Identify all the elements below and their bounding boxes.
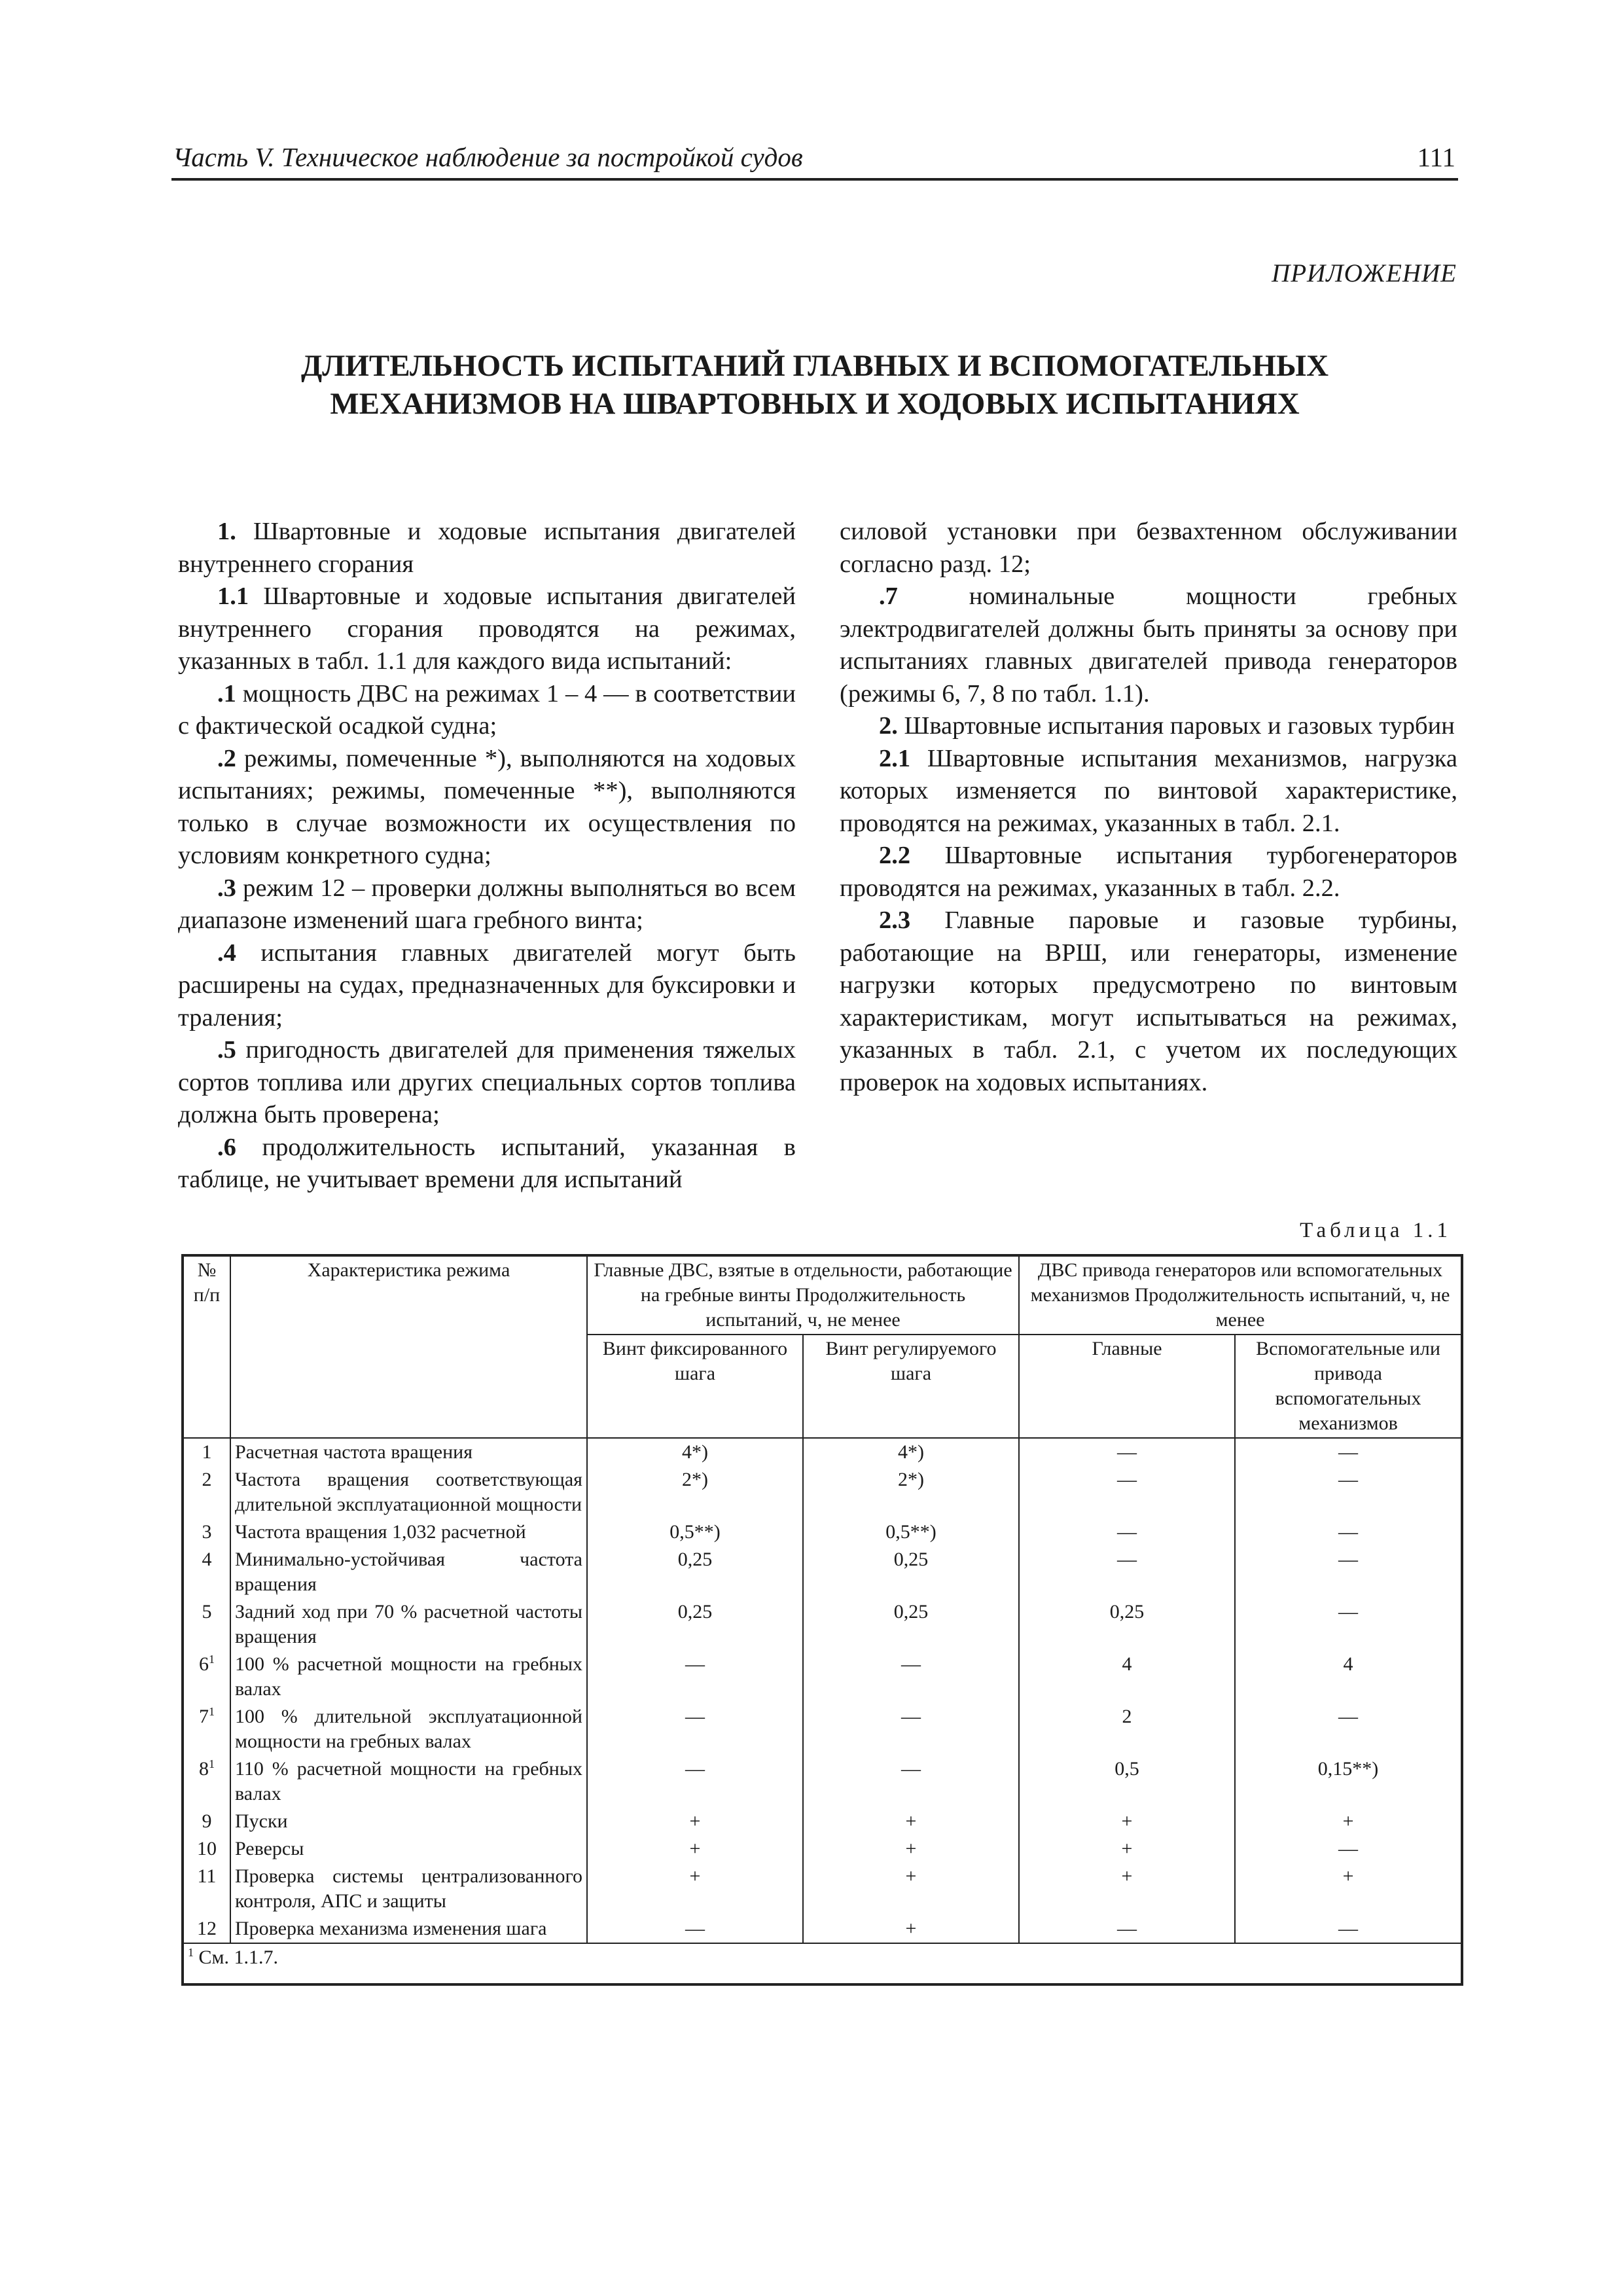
row-value: +: [803, 1915, 1019, 1943]
row-value: 0,25: [587, 1546, 803, 1598]
table-row: [183, 1518, 1462, 1546]
paragraph-text: Швартовные и ходовые испытания двигателей внутреннего сгорания проводятся на режимах, указанных в табл. 1.1 для каждого вида испытаний:: [178, 583, 796, 675]
row-value: —: [1019, 1546, 1235, 1598]
paragraph-number: 1.1: [217, 583, 249, 610]
paragraph: [178, 581, 796, 678]
table-row: [183, 1915, 1462, 1943]
row-characteristic: Пуски: [230, 1808, 587, 1835]
row-value: —: [1019, 1518, 1235, 1546]
row-value: 2: [1019, 1703, 1235, 1755]
row-value: 0,5**): [803, 1518, 1019, 1546]
appendix-label: ПРИЛОЖЕНИЕ: [1272, 259, 1457, 287]
row-value: —: [1235, 1598, 1462, 1651]
row-value: 2*): [803, 1466, 1019, 1518]
row-value: 4: [1235, 1651, 1462, 1703]
header-characteristic: Характеристика режима: [230, 1255, 587, 1438]
paragraph-number: .6: [217, 1133, 236, 1161]
row-characteristic: Частота вращения соответствующая длительной эксплуатационной мощности: [230, 1466, 587, 1518]
paragraph-number: 1.: [217, 518, 236, 545]
paragraph-text: Швартовные испытания турбогенераторов проводятся на режимах, указанных в табл. 2.2.: [840, 842, 1457, 902]
paragraph: [840, 840, 1457, 905]
row-value: +: [1235, 1863, 1462, 1915]
table-footnote: $^1$ См. 1.1.7.: [183, 1943, 1462, 1984]
footnote-ref: 1: [209, 1653, 215, 1666]
running-header: [171, 137, 1458, 181]
row-value: —: [803, 1703, 1019, 1755]
paragraph-number: .4: [217, 939, 236, 967]
row-value: —: [1235, 1438, 1462, 1466]
footnote-ref: 1: [209, 1705, 215, 1718]
paragraph: [178, 743, 796, 872]
title-line-1: ДЛИТЕЛЬНОСТЬ ИСПЫТАНИЙ ГЛАВНЫХ И ВСПОМОГАТЕЛЬНЫХ: [300, 349, 1329, 383]
page-number: 111: [1417, 142, 1455, 172]
row-value: —: [803, 1755, 1019, 1808]
table-footnote-row: [183, 1943, 1462, 1984]
paragraph: [840, 581, 1457, 710]
paragraph-number: .3: [217, 874, 236, 902]
paragraph-number: .1: [217, 679, 236, 708]
row-value: —: [1235, 1546, 1462, 1598]
row-value: +: [587, 1808, 803, 1835]
row-characteristic: Расчетная частота вращения: [230, 1438, 587, 1466]
paragraph: [178, 1132, 796, 1196]
row-value: —: [803, 1651, 1019, 1703]
row-value: —: [1235, 1518, 1462, 1546]
paragraph: [178, 678, 796, 743]
header-auxiliary: Вспомогательные или привода вспомогательных механизмов: [1235, 1335, 1462, 1438]
row-number: 11: [183, 1863, 230, 1915]
running-title: Часть V. Техническое наблюдение за постройкой судов: [173, 142, 803, 172]
paragraph-number: .7: [879, 583, 898, 610]
row-value: +: [803, 1835, 1019, 1863]
paragraph-number: .5: [217, 1036, 236, 1064]
paragraph-text: силовой установки при безвахтенном обслуживании согласно разд. 12;: [840, 518, 1457, 578]
paragraph: [840, 516, 1457, 581]
header-group-main-engines: Главные ДВС, взятые в отдельности, работающие на гребные винты Продолжительность испытаний, ч, не менее: [587, 1255, 1019, 1335]
paragraph-text: пригодность двигателей для применения тяжелых сортов топлива или других специальных сортов топлива должна быть проверена;: [178, 1036, 796, 1128]
row-value: 0,5**): [587, 1518, 803, 1546]
paragraph-text: Главные паровые и газовые турбины, работающие на ВРШ, или генераторы, изменение нагрузки которых предусмотрено по винтовым характеристикам, могут испытываться на режимах, указанных в табл. 2.1, с учетом их последующих проверок на ходовых испытаниях.: [840, 906, 1457, 1096]
row-number: $6^1$: [183, 1651, 230, 1703]
test-duration-table: [181, 1254, 1463, 1986]
row-characteristic: 100 % расчетной мощности на гребных валах: [230, 1651, 587, 1703]
row-value: +: [1019, 1808, 1235, 1835]
row-characteristic: 100 % длительной эксплуатационной мощности на гребных валах: [230, 1703, 587, 1755]
row-number: 10: [183, 1835, 230, 1863]
row-number: 9: [183, 1808, 230, 1835]
row-number: $8^1$: [183, 1755, 230, 1808]
row-value: 0,25: [587, 1598, 803, 1651]
paragraph-text: Швартовные и ходовые испытания двигателей внутреннего сгорания: [178, 518, 796, 578]
row-value: 4*): [803, 1438, 1019, 1466]
paragraph: [840, 743, 1457, 840]
row-value: —: [587, 1915, 803, 1943]
row-value: 0,25: [1019, 1598, 1235, 1651]
row-value: —: [1019, 1466, 1235, 1518]
paragraph: [178, 937, 796, 1035]
row-value: 0,5: [1019, 1755, 1235, 1808]
right-text-column: [840, 516, 1457, 1099]
table-row: [183, 1438, 1462, 1466]
header-main: Главные: [1019, 1335, 1235, 1438]
table-row: [183, 1598, 1462, 1651]
table-row: [183, 1863, 1462, 1915]
paragraph-text: продолжительность испытаний, указанная в таблице, не учитывает времени для испытаний: [178, 1133, 796, 1193]
row-value: +: [587, 1863, 803, 1915]
row-value: +: [1019, 1863, 1235, 1915]
paragraph: [840, 905, 1457, 1099]
row-characteristic: Проверка системы централизованного контроля, АПС и защиты: [230, 1863, 587, 1915]
paragraph: [178, 872, 796, 937]
row-value: —: [587, 1755, 803, 1808]
row-number: 2: [183, 1466, 230, 1518]
paragraph-text: номинальные мощности гребных электродвигателей должны быть приняты за основу при испытаниях главных двигателей привода генераторов (режимы 6, 7, 8 по табл. 1.1).: [840, 583, 1457, 708]
table-caption: Таблица 1.1: [1300, 1219, 1452, 1242]
row-value: —: [1019, 1915, 1235, 1943]
row-characteristic: Задний ход при 70 % расчетной частоты вращения: [230, 1598, 587, 1651]
paragraph-text: режим 12 – проверки должны выполняться во всем диапазоне изменений шага гребного винта;: [178, 874, 796, 934]
row-value: +: [1019, 1835, 1235, 1863]
row-number: 5: [183, 1598, 230, 1651]
row-value: —: [587, 1703, 803, 1755]
row-characteristic: 110 % расчетной мощности на гребных валах: [230, 1755, 587, 1808]
row-value: —: [1235, 1915, 1462, 1943]
paragraph: [840, 710, 1457, 743]
paragraph: [178, 516, 796, 581]
paragraph-number: 2.2: [879, 842, 911, 869]
table-row: [183, 1466, 1462, 1518]
table-row: [183, 1808, 1462, 1835]
row-value: 0,15**): [1235, 1755, 1462, 1808]
row-characteristic: Реверсы: [230, 1835, 587, 1863]
paragraph-number: 2.1: [879, 744, 911, 772]
row-value: 4: [1019, 1651, 1235, 1703]
paragraph-text: испытания главных двигателей могут быть расширены на судах, предназначенных для буксировки и траления;: [178, 939, 796, 1031]
row-value: —: [1019, 1438, 1235, 1466]
table-row: [183, 1651, 1462, 1703]
row-number: 4: [183, 1546, 230, 1598]
header-fixed-pitch: Винт фиксированного шага: [587, 1335, 803, 1438]
row-number: $7^1$: [183, 1703, 230, 1755]
row-number: 12: [183, 1915, 230, 1943]
footnote-ref: 1: [209, 1757, 215, 1770]
left-text-column: [178, 516, 796, 1196]
row-value: —: [1235, 1703, 1462, 1755]
paragraph: [178, 1034, 796, 1132]
row-characteristic: Частота вращения 1,032 расчетной: [230, 1518, 587, 1546]
table-row: [183, 1835, 1462, 1863]
table-row: [183, 1703, 1462, 1755]
title-line-2: МЕХАНИЗМОВ НА ШВАРТОВНЫХ И ХОДОВЫХ ИСПЫТАНИЯХ: [330, 387, 1300, 421]
table-row: [183, 1546, 1462, 1598]
paragraph-text: режимы, помеченные *), выполняются на ходовых испытаниях; режимы, помеченные **), выполняются только в случае возможности их осуществления по условиям конкретного судна;: [178, 744, 796, 869]
row-number: 1: [183, 1438, 230, 1466]
row-characteristic: Минимально-устойчивая частота вращения: [230, 1546, 587, 1598]
page-title: [177, 347, 1453, 423]
paragraph-number: 2.3: [879, 906, 911, 934]
paragraph-text: мощность ДВС на режимах 1 – 4 — в соответствии с фактической осадкой судна;: [178, 679, 796, 740]
row-value: 0,25: [803, 1546, 1019, 1598]
row-value: —: [1235, 1466, 1462, 1518]
row-value: —: [1235, 1835, 1462, 1863]
header-controllable-pitch: Винт регулируемого шага: [803, 1335, 1019, 1438]
row-value: +: [1235, 1808, 1462, 1835]
header-num: № п/п: [183, 1255, 230, 1438]
row-characteristic: Проверка механизма изменения шага: [230, 1915, 587, 1943]
paragraph-number: .2: [217, 744, 236, 772]
row-value: +: [803, 1863, 1019, 1915]
row-value: 0,25: [803, 1598, 1019, 1651]
table-row: [183, 1755, 1462, 1808]
paragraph-number: 2.: [879, 712, 898, 740]
row-value: 2*): [587, 1466, 803, 1518]
row-value: —: [587, 1651, 803, 1703]
row-number: 3: [183, 1518, 230, 1546]
paragraph-text: Швартовные испытания паровых и газовых турбин: [897, 712, 1455, 740]
header-group-generator-engines: ДВС привода генераторов или вспомогательных механизмов Продолжительность испытаний, ч, не менее: [1019, 1255, 1462, 1335]
paragraph-text: Швартовные испытания механизмов, нагрузка которых изменяется по винтовой характеристике, проводятся на режимах, указанных в табл. 2.1.: [840, 744, 1457, 837]
table-body: [183, 1438, 1462, 1984]
row-value: +: [587, 1835, 803, 1863]
row-value: +: [803, 1808, 1019, 1835]
row-value: 4*): [587, 1438, 803, 1466]
